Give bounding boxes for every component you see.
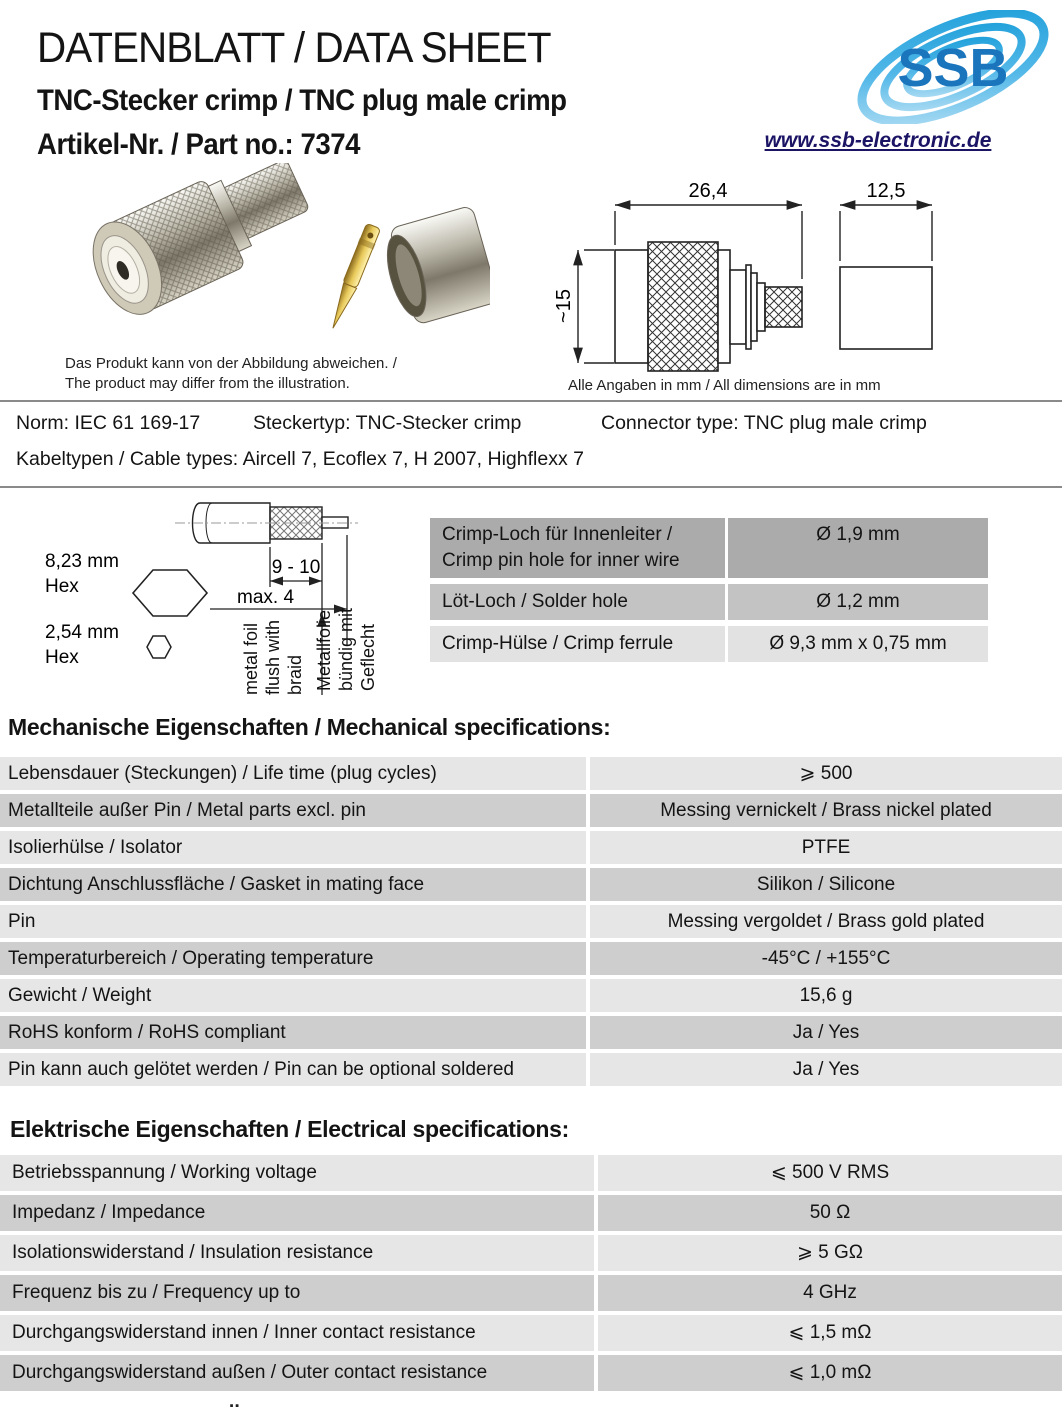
spec-value: -45°C / +155°C xyxy=(590,942,1062,975)
crimp-row-value: Ø 1,9 mm xyxy=(728,518,988,578)
ssb-logo xyxy=(848,10,1058,124)
spec-value: ⩽ 1,0 mΩ xyxy=(598,1355,1062,1391)
spec-value: Messing vergoldet / Brass gold plated xyxy=(590,905,1062,938)
table-row xyxy=(0,1195,1062,1231)
table-row xyxy=(0,979,1062,1012)
hex-large-unit-label: Hex xyxy=(45,576,79,597)
table-row xyxy=(0,942,1062,975)
spec-value: PTFE xyxy=(590,831,1062,864)
table-row xyxy=(0,831,1062,864)
dim-height-label: ~15 xyxy=(553,289,575,323)
spec-label: Betriebsspannung / Working voltage xyxy=(0,1155,594,1191)
spec-label: Durchgangswiderstand innen / Inner contact resistance xyxy=(0,1315,594,1351)
website-link[interactable]: www.ssb-electronic.de xyxy=(764,129,992,152)
spec-value: ⩾ 5 GΩ xyxy=(598,1235,1062,1271)
spec-label: Pin kann auch gelötet werden / Pin can be optional soldered xyxy=(0,1053,586,1086)
connector-body-photo xyxy=(79,163,320,325)
table-row xyxy=(0,1235,1062,1271)
cutoff-text-hint: ¨ xyxy=(230,1398,239,1414)
table-row xyxy=(0,1155,1062,1191)
crimp-row-label: Crimp-Loch für Innenleiter / Crimp pin hole for inner wire xyxy=(430,518,725,578)
dim-ferrule-width-label: 12,5 xyxy=(866,180,906,202)
note-en-line1: metal foil xyxy=(241,622,261,695)
spec-value: Ja / Yes xyxy=(590,1016,1062,1049)
table-row xyxy=(0,868,1062,901)
strip-dimension-label: 9 - 10 xyxy=(271,557,321,578)
spec-value: 4 GHz xyxy=(598,1275,1062,1311)
electrical-table xyxy=(0,1155,1062,1395)
spec-value: Messing vernickelt / Brass nickel plated xyxy=(590,794,1062,827)
photo-caption xyxy=(65,354,397,394)
norm-standard: Norm: IEC 61 169-17 xyxy=(16,412,201,434)
table-row xyxy=(430,626,988,662)
crimp-row-label: Crimp-Hülse / Crimp ferrule xyxy=(430,626,725,662)
max-dimension-label: max. 4 xyxy=(237,587,295,608)
part-number: Artikel-Nr. / Part no.: 7374 xyxy=(37,128,361,161)
table-row xyxy=(430,518,988,578)
note-de-line3: Geflecht xyxy=(358,623,378,691)
spec-label: Gewicht / Weight xyxy=(0,979,586,1012)
hex-small-unit-label: Hex xyxy=(45,647,79,668)
spec-label: Pin xyxy=(0,905,586,938)
crimp-row-label: Löt-Loch / Solder hole xyxy=(430,584,725,620)
norm-steckertyp: Steckertyp: TNC-Stecker crimp xyxy=(253,412,522,434)
foil-notes xyxy=(241,608,378,695)
table-row xyxy=(0,757,1062,790)
electrical-heading: Elektrische Eigenschaften / Electrical specifications: xyxy=(10,1116,570,1142)
crimp-row-value: Ø 9,3 mm x 0,75 mm xyxy=(728,626,988,662)
table-row xyxy=(0,1315,1062,1351)
spec-label: Lebensdauer (Steckungen) / Life time (plug cycles) xyxy=(0,757,586,790)
hex-large-icon xyxy=(133,570,207,616)
page-title: DATENBLATT / DATA SHEET xyxy=(37,24,551,72)
note-de-line2: bündig mit xyxy=(336,607,356,691)
photo-caption-line1: Das Produkt kann von der Abbildung abweichen. / xyxy=(65,355,397,372)
norm-bar xyxy=(0,400,1062,488)
spec-value: ⩽ 1,5 mΩ xyxy=(598,1315,1062,1351)
gold-pin-photo xyxy=(325,223,382,331)
spec-label: Durchgangswiderstand außen / Outer contact resistance xyxy=(0,1355,594,1391)
mechanical-heading: Mechanische Eigenschaften / Mechanical specifications: xyxy=(8,714,611,740)
table-row xyxy=(430,584,988,620)
norm-connector-type: Connector type: TNC plug male crimp xyxy=(601,412,927,434)
dim-body-width-label: 26,4 xyxy=(688,180,728,202)
note-en-line2: flush with xyxy=(263,619,283,695)
spec-value: 50 Ω xyxy=(598,1195,1062,1231)
hex-large-size-label: 8,23 mm xyxy=(45,551,119,572)
hex-small-icon xyxy=(147,636,171,658)
photo-caption-line2: The product may differ from the illustration. xyxy=(65,375,350,392)
crimp-row-value: Ø 1,2 mm xyxy=(728,584,988,620)
spec-value: ⩾ 500 xyxy=(590,757,1062,790)
spec-label: RoHS konform / RoHS compliant xyxy=(0,1016,586,1049)
connector-outline xyxy=(615,242,932,371)
norm-cable-types: Kabeltypen / Cable types: Aircell 7, Ecoflex 7, H 2007, Highflexx 7 xyxy=(16,448,584,470)
ferrule-photo xyxy=(378,205,490,328)
product-photo xyxy=(50,163,490,351)
spec-value: 15,6 g xyxy=(590,979,1062,1012)
table-row xyxy=(0,1016,1062,1049)
note-en-line3: braid xyxy=(285,654,305,695)
table-row xyxy=(0,1053,1062,1086)
note-de-line1: Metallfolie xyxy=(314,609,334,691)
table-row xyxy=(0,905,1062,938)
spec-label: Dichtung Anschlussfläche / Gasket in mating face xyxy=(0,868,586,901)
technical-drawing xyxy=(540,175,1010,375)
dimensions-note: Alle Angaben in mm / All dimensions are in mm xyxy=(568,377,881,394)
crimp-dimensions-table xyxy=(430,518,988,668)
table-row xyxy=(0,794,1062,827)
hex-small-size-label: 2,54 mm xyxy=(45,622,119,643)
spec-label: Temperaturbereich / Operating temperature xyxy=(0,942,586,975)
product-subtitle: TNC-Stecker crimp / TNC plug male crimp xyxy=(37,84,567,117)
spec-label: Impedanz / Impedance xyxy=(0,1195,594,1231)
spec-label: Metallteile außer Pin / Metal parts excl. pin xyxy=(0,794,586,827)
spec-value: Silikon / Silicone xyxy=(590,868,1062,901)
spec-label: Isolierhülse / Isolator xyxy=(0,831,586,864)
crimp-preparation-drawing xyxy=(40,495,440,705)
table-row xyxy=(0,1355,1062,1391)
ssb-logo-text: SSB xyxy=(897,38,1009,98)
spec-value: ⩽ 500 V RMS xyxy=(598,1155,1062,1191)
spec-label: Frequenz bis zu / Frequency up to xyxy=(0,1275,594,1311)
mechanical-table xyxy=(0,757,1062,1090)
table-row xyxy=(0,1275,1062,1311)
spec-value: Ja / Yes xyxy=(590,1053,1062,1086)
spec-label: Isolationswiderstand / Insulation resistance xyxy=(0,1235,594,1271)
